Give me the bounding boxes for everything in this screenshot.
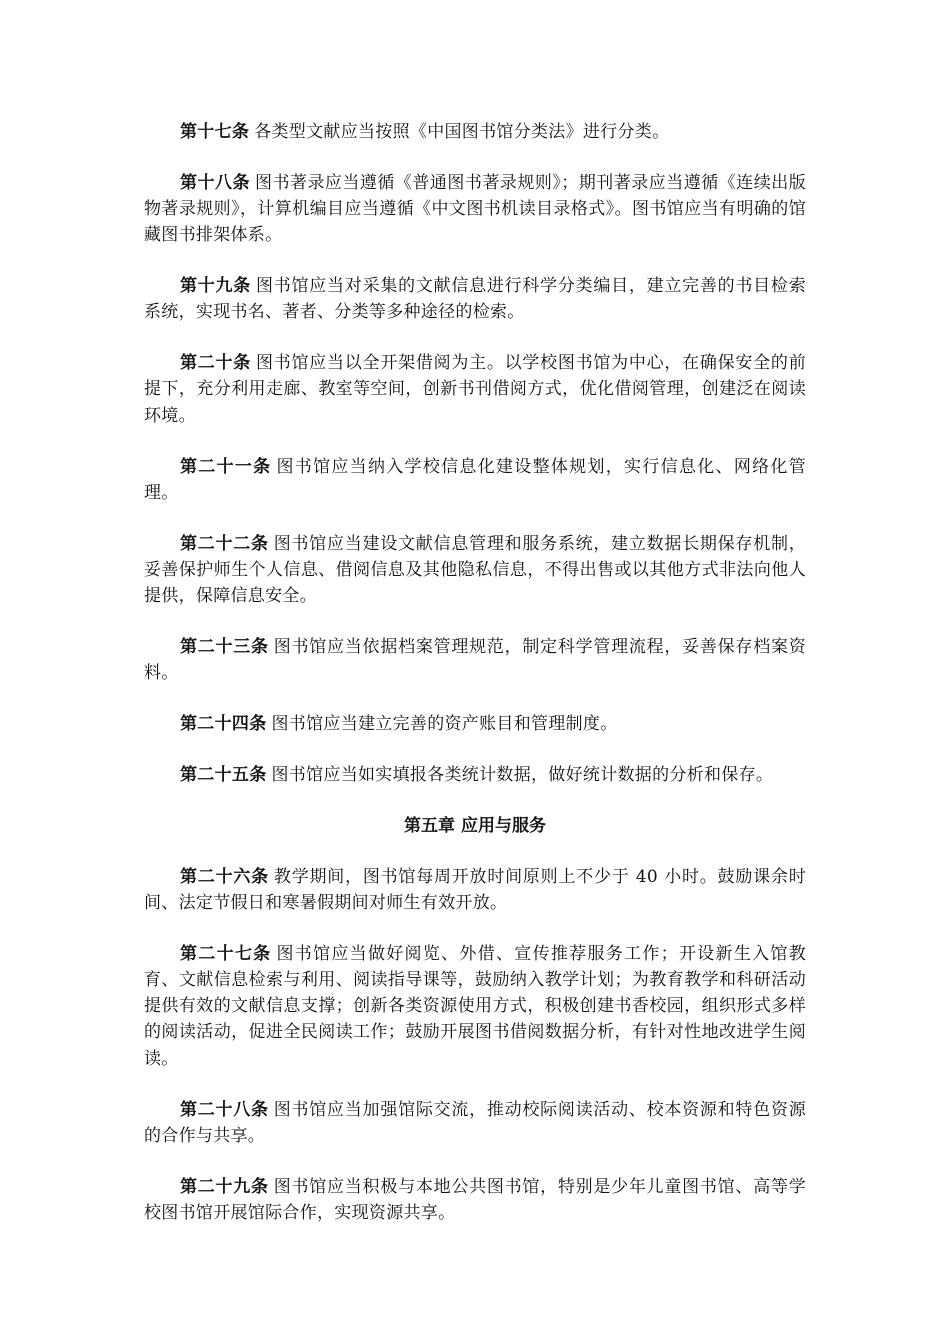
article-22 bbox=[144, 531, 806, 610]
article-25 bbox=[144, 762, 806, 788]
article-17 bbox=[144, 119, 806, 145]
article-number: 第二十八条 bbox=[180, 1099, 269, 1120]
article-number: 第二十五条 bbox=[180, 764, 267, 785]
article-number: 第二十四条 bbox=[180, 714, 267, 735]
article-number: 第十八条 bbox=[180, 172, 250, 193]
article-number: 第二十三条 bbox=[180, 636, 269, 657]
article-18 bbox=[144, 170, 806, 249]
article-28 bbox=[144, 1097, 806, 1149]
article-text: 图书馆应当加强馆际交流，推动校际阅读活动、校本资源和特色资源的合作与共享。 bbox=[144, 1099, 807, 1146]
article-text: 图书馆应当建立完善的资产账目和管理制度。 bbox=[271, 714, 618, 735]
article-19 bbox=[144, 273, 806, 325]
article-text: 图书馆应当纳入学校信息化建设整体规划，实行信息化、网络化管理。 bbox=[144, 456, 807, 503]
article-number: 第二十一条 bbox=[180, 456, 272, 477]
article-text: 图书著录应当遵循《普通图书著录规则》；期刊著录应当遵循《连续出版物著录规则》，计算机编目应当遵循《中文图书机读目录格式》。图书馆应当有明确的馆藏图书排架体系。 bbox=[144, 172, 806, 246]
article-text: 教学期间，图书馆每周开放时间原则上不少于 40 小时。鼓励课余时间、法定节假日和寒暑假期间对师生有效开放。 bbox=[144, 866, 806, 913]
article-number: 第二十九条 bbox=[180, 1176, 269, 1197]
article-number: 第十九条 bbox=[180, 276, 252, 297]
article-text: 图书馆应当做好阅览、外借、宣传推荐服务工作；开设新生入馆教育、文献信息检索与利用、阅读指导课等，鼓励纳入教学计划；为教育教学和科研活动提供有效的文献信息支撑；创新各类资源使用方式，积极创建书香校园，组织形式多样的阅读活动，促进全民阅读工作；鼓励开展图书借阅数据分析，有针对性地改进学生阅读。 bbox=[144, 943, 807, 1069]
article-21 bbox=[144, 454, 806, 506]
article-number: 第二十二条 bbox=[180, 533, 269, 554]
article-23 bbox=[144, 634, 806, 686]
article-27 bbox=[144, 941, 806, 1072]
article-26 bbox=[144, 864, 806, 916]
article-29 bbox=[144, 1174, 806, 1226]
article-text: 图书馆应当如实填报各类统计数据，做好统计数据的分析和保存。 bbox=[271, 764, 774, 785]
article-text: 图书馆应当以全开架借阅为主。以学校图书馆为中心，在确保安全的前提下，充分利用走廊、教室等空间，创新书刊借阅方式，优化借阅管理，创建泛在阅读环境。 bbox=[144, 353, 806, 426]
article-number: 第二十七条 bbox=[180, 943, 272, 964]
article-text: 图书馆应当依据档案管理规范，制定科学管理流程，妥善保存档案资料。 bbox=[144, 636, 807, 684]
article-number: 第十七条 bbox=[180, 122, 250, 142]
article-number: 第二十条 bbox=[180, 353, 252, 374]
article-text: 各类型文献应当按照《中国图书馆分类法》进行分类。 bbox=[254, 122, 670, 142]
article-text: 图书馆应当对采集的文献信息进行科学分类编目，建立完善的书目检索系统，实现书名、著者、分类等多种途径的检索。 bbox=[144, 276, 806, 323]
article-number: 第二十六条 bbox=[180, 866, 269, 887]
article-20 bbox=[144, 350, 806, 429]
article-text: 图书馆应当建设文献信息管理和服务系统，建立数据长期保存机制，妥善保护师生个人信息、借阅信息及其他隐私信息，不得出售或以其他方式非法向他人提供，保障信息安全。 bbox=[144, 533, 807, 607]
article-text: 图书馆应当积极与本地公共图书馆，特别是少年儿童图书馆、高等学校图书馆开展馆际合作，实现资源共享。 bbox=[144, 1176, 807, 1223]
chapter-title: 第五章 应用与服务 bbox=[404, 815, 546, 836]
article-24 bbox=[144, 711, 806, 737]
document-page bbox=[144, 119, 806, 1251]
